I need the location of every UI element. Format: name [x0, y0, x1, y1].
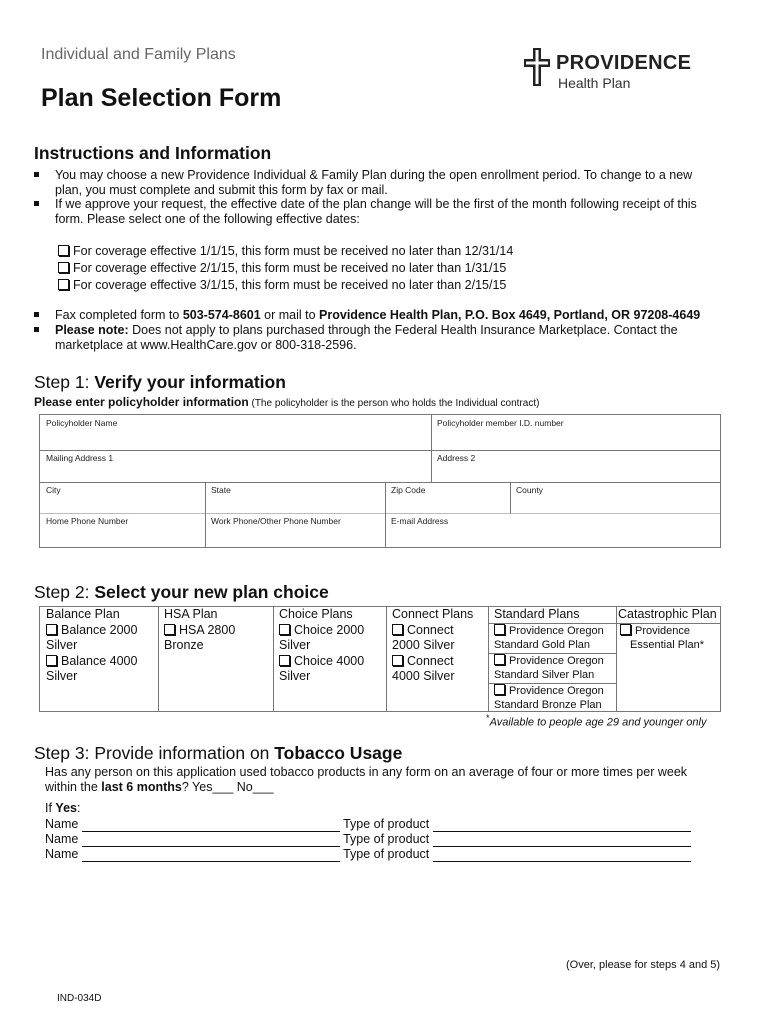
checkbox-icon[interactable] [620, 624, 631, 635]
page-title: Plan Selection Form [41, 84, 282, 112]
email-field[interactable]: E-mail Address [391, 516, 449, 526]
tobacco-product-field-3[interactable] [433, 846, 691, 862]
standard-bronze-option[interactable]: Providence Oregon Standard Bronze Plan [494, 685, 604, 711]
note-instruction: Please note: Does not apply to plans purchased through the Federal Health Insurance Marketplace. Contact the marketplace at www.HealthCare.gov or 800-318-2596. [34, 323, 734, 353]
choice-plans-header: Choice Plans [279, 607, 353, 621]
connect-2000-option[interactable]: Connect 2000 Silver [392, 623, 455, 652]
fax-number: 503-574-8601 [182, 308, 261, 322]
instructions-heading: Instructions and Information [34, 143, 272, 163]
standard-silver-option[interactable]: Providence Oregon Standard Silver Plan [494, 655, 604, 681]
tobacco-name-field-3[interactable] [82, 846, 340, 862]
tobacco-name-field-2[interactable] [82, 831, 340, 847]
tobacco-product-field-2[interactable] [433, 831, 691, 847]
checkbox-icon[interactable] [279, 624, 290, 635]
logo-subname: Health Plan [558, 75, 631, 91]
checkbox-icon[interactable] [494, 684, 505, 695]
standard-plans-header: Standard Plans [494, 607, 580, 621]
county-field[interactable]: County [516, 485, 543, 495]
zip-field[interactable]: Zip Code [391, 485, 426, 495]
bullet-square-icon [34, 172, 39, 177]
checkbox-icon[interactable] [164, 624, 175, 635]
form-code: IND-034D [57, 993, 102, 1004]
bullet-1-line-1: You may choose a new Providence Individual & Family Plan during the open enrollment period. To change to a new [55, 168, 693, 182]
step1-subheading: Please enter policyholder information (The policyholder is the person who holds the Individual contract) [34, 395, 540, 409]
tobacco-question: Has any person on this application used tobacco products in any form on an average of four or more times per week within the last 6 months? Yes___ No___ [45, 765, 688, 794]
choice-4000-option[interactable]: Choice 4000 Silver [279, 654, 365, 683]
checkbox-icon[interactable] [58, 262, 69, 273]
connect-4000-option[interactable]: Connect 4000 Silver [392, 654, 455, 683]
essential-plan-option[interactable]: Providence Essential Plan* [620, 624, 704, 652]
checkbox-icon[interactable] [46, 624, 57, 635]
plan-footnote: *Available to people age 29 and younger only [486, 713, 707, 729]
plan-choice-table [39, 606, 721, 712]
logo-name: PROVIDENCE [556, 52, 692, 74]
checkbox-icon[interactable] [279, 655, 290, 666]
bullet-square-icon [34, 201, 39, 206]
checkbox-icon[interactable] [46, 655, 57, 666]
policyholder-name-field[interactable]: Policyholder Name [46, 418, 118, 428]
state-field[interactable]: State [211, 485, 231, 495]
bullet-square-icon [34, 312, 39, 317]
effective-date-option-2[interactable]: For coverage effective 2/1/15, this form must be received no later than 1/31/15 [58, 261, 506, 275]
hsa-2800-option[interactable]: HSA 2800 Bronze [164, 623, 236, 652]
effective-date-option-3[interactable]: For coverage effective 3/1/15, this form must be received no later than 2/15/15 [58, 278, 506, 292]
mailing-address: Providence Health Plan, P.O. Box 4649, Portland, OR 97208-4649 [319, 308, 701, 322]
home-phone-field[interactable]: Home Phone Number [46, 516, 129, 526]
step3-heading: Step 3: Provide information on Tobacco Usage [34, 743, 403, 763]
balance-4000-option[interactable]: Balance 4000 Silver [46, 654, 138, 683]
bullet-2-line-1: If we approve your request, the effective date of the plan change will be the first of the month following receipt of this [55, 197, 697, 211]
connect-plans-header: Connect Plans [392, 607, 474, 621]
checkbox-icon[interactable] [58, 245, 69, 256]
address2-field[interactable]: Address 2 [437, 453, 476, 463]
catastrophic-plan-header: Catastrophic Plan [618, 607, 717, 621]
member-id-field[interactable]: Policyholder member I.D. number [437, 418, 564, 428]
policyholder-info-table [39, 414, 721, 548]
instruction-bullet-1 [34, 168, 734, 198]
hsa-plan-header: HSA Plan [164, 607, 218, 621]
city-field[interactable]: City [46, 485, 61, 495]
tobacco-product-field-1[interactable] [433, 816, 691, 832]
effective-date-option-1[interactable]: For coverage effective 1/1/15, this form must be received no later than 12/31/14 [58, 244, 513, 258]
over-note: (Over, please for steps 4 and 5) [566, 959, 721, 971]
bullet-square-icon [34, 327, 39, 332]
checkbox-icon[interactable] [494, 624, 505, 635]
tobacco-row-1: Name Type of product [45, 816, 691, 832]
instruction-bullet-2 [34, 197, 734, 227]
tobacco-name-field-1[interactable] [82, 816, 340, 832]
step2-heading: Step 2: Select your new plan choice [34, 582, 329, 602]
cross-logo-icon [524, 48, 550, 86]
bullet-1-line-2: plan, you must complete and submit this form by fax or mail. [55, 183, 388, 197]
checkbox-icon[interactable] [58, 279, 69, 290]
work-phone-field[interactable]: Work Phone/Other Phone Number [211, 516, 341, 526]
providence-logo [524, 48, 704, 94]
checkbox-icon[interactable] [392, 624, 403, 635]
if-yes-label: If Yes: [45, 801, 81, 815]
fax-instruction: Fax completed form to 503-574-8601 or mail to Providence Health Plan, P.O. Box 4649, Portland, OR 97208-4649 [34, 308, 734, 324]
bullet-2-line-2: form. Please select one of the following effective dates: [55, 212, 360, 226]
tobacco-row-3: Name Type of product [45, 846, 691, 862]
balance-2000-option[interactable]: Balance 2000 Silver [46, 623, 138, 652]
standard-gold-option[interactable]: Providence Oregon Standard Gold Plan [494, 625, 604, 651]
choice-2000-option[interactable]: Choice 2000 Silver [279, 623, 365, 652]
checkbox-icon[interactable] [494, 654, 505, 665]
checkbox-icon[interactable] [392, 655, 403, 666]
address1-field[interactable]: Mailing Address 1 [46, 453, 114, 463]
form-category: Individual and Family Plans [41, 46, 236, 63]
step1-heading: Step 1: Verify your information [34, 372, 286, 392]
balance-plan-header: Balance Plan [46, 607, 120, 621]
tobacco-row-2: Name Type of product [45, 831, 691, 847]
